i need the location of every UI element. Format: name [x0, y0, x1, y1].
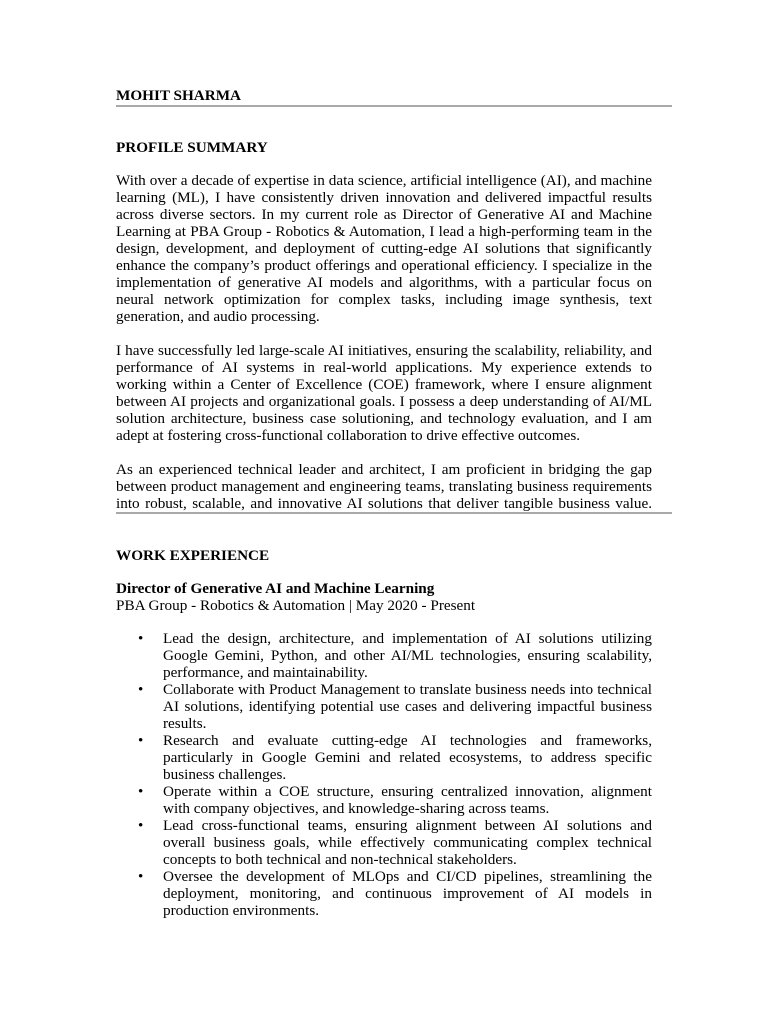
list-item	[116, 732, 652, 783]
list-item-text: Oversee the development of MLOps and CI/CD pipelines, streamlining the deployment, monitoring, and continuous improvement of AI models in production environments.	[163, 868, 652, 919]
work-experience-heading: WORK EXPERIENCE	[116, 547, 270, 564]
bullet-icon: •	[138, 817, 144, 834]
job-responsibilities-list	[116, 630, 652, 919]
profile-summary-section	[116, 139, 672, 512]
bullet-icon: •	[138, 681, 144, 698]
list-item-text: Research and evaluate cutting-edge AI technologies and frameworks, particularly in Google Gemini and related ecosystems, to address specific business challenges.	[163, 732, 652, 783]
profile-summary-heading: PROFILE SUMMARY	[116, 139, 268, 156]
list-item-text: Collaborate with Product Management to translate business needs into technical AI solutions, identifying potential use cases and delivering impactful business results.	[163, 681, 652, 732]
job-title: Director of Generative AI and Machine Learning	[116, 580, 435, 597]
profile-paragraph-1: With over a decade of expertise in data science, artificial intelligence (AI), and machine learning (ML), I have consistently driven innovation and delivered impactful results across diverse sectors. In my current role as Director of Generative AI and Machine Learning at PBA Group - Robotics & Automation, I lead a high-performing team in the design, development, and deployment of cutting-edge AI solutions that significantly enhance the company’s product offerings and operational efficiency. I specialize in the implementation of generative AI models and algorithms, with a particular focus on neural network optimization for complex tasks, including image synthesis, text generation, and audio processing.	[116, 172, 652, 325]
job-entry	[116, 580, 672, 919]
resume-page	[116, 87, 672, 919]
bullet-icon: •	[138, 868, 144, 885]
profile-divider	[116, 512, 672, 514]
list-item-text: Lead the design, architecture, and implementation of AI solutions utilizing Google Gemini, Python, and other AI/ML technologies, ensuring scalability, performance, and maintainability.	[163, 630, 652, 681]
candidate-name: MOHIT SHARMA	[116, 87, 242, 104]
list-item	[116, 868, 652, 919]
job-company-dates: PBA Group - Robotics & Automation | May 2020 - Present	[116, 597, 476, 614]
profile-paragraph-3: As an experienced technical leader and architect, I am proficient in bridging the gap between product management and engineering teams, translating business requirements into robust, scalable, and innovative AI solutions that deliver tangible business value.	[116, 461, 652, 512]
bullet-icon: •	[138, 732, 144, 749]
bullet-icon: •	[138, 630, 144, 647]
name-divider	[116, 105, 672, 107]
work-experience-section	[116, 547, 672, 919]
profile-paragraph-2: I have successfully led large-scale AI initiatives, ensuring the scalability, reliability, and performance of AI systems in real-world applications. My experience extends to working within a Center of Excellence (COE) framework, where I ensure alignment between AI projects and organizational goals. I possess a deep understanding of AI/ML solution architecture, business case solutioning, and technology evaluation, and I am adept at fostering cross-functional collaboration to drive effective outcomes.	[116, 342, 652, 444]
list-item	[116, 783, 652, 817]
list-item	[116, 817, 652, 868]
bullet-icon: •	[138, 783, 144, 800]
list-item-text: Operate within a COE structure, ensuring centralized innovation, alignment with company objectives, and knowledge-sharing across teams.	[163, 783, 652, 817]
list-item	[116, 630, 652, 681]
list-item-text: Lead cross-functional teams, ensuring alignment between AI solutions and overall business goals, while effectively communicating complex technical concepts to both technical and non-technical stakeholders.	[163, 817, 652, 868]
list-item	[116, 681, 652, 732]
